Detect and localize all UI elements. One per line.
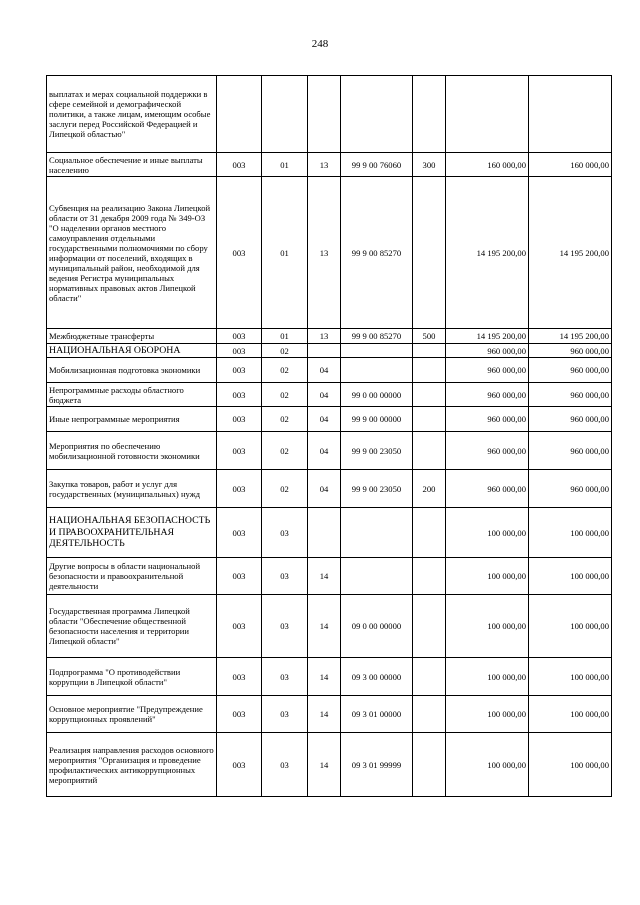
row-name-cell: Подпрограмма "О противодействии коррупции в Липецкой области" — [47, 658, 217, 696]
row-vr-cell — [413, 508, 446, 558]
row-vr-cell — [413, 358, 446, 383]
row-sum-year2-cell: 100 000,00 — [529, 558, 612, 595]
row-sum-year1-cell: 100 000,00 — [446, 658, 529, 696]
row-csr-cell: 99 0 00 00000 — [341, 383, 413, 407]
row-subsection-cell: 04 — [308, 383, 341, 407]
row-name-cell: НАЦИОНАЛЬНАЯ БЕЗОПАСНОСТЬ И ПРАВООХРАНИТЕЛЬНАЯ ДЕЯТЕЛЬНОСТЬ — [47, 508, 217, 558]
row-name-cell: выплатах и мерах социальной поддержки в сфере семейной и демографической политики, а также лицам, имеющим особые заслуги перед Российской Федерацией и Липецкой областью" — [47, 76, 217, 153]
table-row — [47, 153, 612, 177]
table-row — [47, 344, 612, 358]
row-section-cell — [262, 76, 308, 153]
row-sum-year1-cell: 14 195 200,00 — [446, 177, 529, 329]
row-sum-year1-cell: 960 000,00 — [446, 432, 529, 470]
budget-table — [46, 75, 612, 797]
row-csr-cell: 99 9 00 23050 — [341, 470, 413, 508]
row-subsection-cell — [308, 76, 341, 153]
table-row — [47, 329, 612, 344]
row-csr-cell: 09 0 00 00000 — [341, 595, 413, 658]
row-sum-year2-cell: 960 000,00 — [529, 407, 612, 432]
row-sum-year2-cell: 100 000,00 — [529, 696, 612, 733]
row-csr-cell: 99 9 00 85270 — [341, 177, 413, 329]
page-number: 248 — [311, 38, 329, 50]
row-csr-cell: 09 3 01 99999 — [341, 733, 413, 797]
row-sum-year1-cell: 100 000,00 — [446, 595, 529, 658]
row-sum-year1-cell — [446, 76, 529, 153]
row-name-cell: Реализация направления расходов основного мероприятия "Организация и проведение профилактических антикоррупционных мероприятий — [47, 733, 217, 797]
row-section-cell: 02 — [262, 358, 308, 383]
row-csr-cell: 09 3 00 00000 — [341, 658, 413, 696]
row-subsection-cell: 13 — [308, 153, 341, 177]
row-vr-cell: 300 — [413, 153, 446, 177]
row-name-cell: Межбюджетные трансферты — [47, 329, 217, 344]
row-vr-cell — [413, 344, 446, 358]
row-grbs-cell: 003 — [217, 658, 262, 696]
row-section-cell: 02 — [262, 432, 308, 470]
row-sum-year1-cell: 100 000,00 — [446, 508, 529, 558]
row-name-cell: Субвенция на реализацию Закона Липецкой области от 31 декабря 2009 года № 349-ОЗ "О наделении органов местного самоуправления отдельными государственными полномочиями по сбору информации от поселений, входящих в муниципальный район, необходимой для ведения Регистра муниципальных нормативных правовых актов Липецкой области" — [47, 177, 217, 329]
row-name-cell: Непрограммные расходы областного бюджета — [47, 383, 217, 407]
row-subsection-cell — [308, 508, 341, 558]
row-section-cell: 02 — [262, 344, 308, 358]
row-name-cell: Другие вопросы в области национальной безопасности и правоохранительной деятельности — [47, 558, 217, 595]
row-sum-year1-cell: 100 000,00 — [446, 696, 529, 733]
row-grbs-cell: 003 — [217, 383, 262, 407]
row-section-cell: 03 — [262, 558, 308, 595]
row-sum-year2-cell: 14 195 200,00 — [529, 177, 612, 329]
row-name-cell: Закупка товаров, работ и услуг для государственных (муниципальных) нужд — [47, 470, 217, 508]
row-grbs-cell: 003 — [217, 432, 262, 470]
row-name-cell: Иные непрограммные мероприятия — [47, 407, 217, 432]
row-sum-year2-cell — [529, 76, 612, 153]
row-sum-year2-cell: 100 000,00 — [529, 733, 612, 797]
table-row — [47, 558, 612, 595]
table-row — [47, 177, 612, 329]
row-sum-year2-cell: 960 000,00 — [529, 470, 612, 508]
row-name-cell: Мероприятия по обеспечению мобилизационной готовности экономики — [47, 432, 217, 470]
table-row — [47, 432, 612, 470]
row-csr-cell: 99 9 00 76060 — [341, 153, 413, 177]
table-row — [47, 358, 612, 383]
row-sum-year2-cell: 100 000,00 — [529, 595, 612, 658]
row-sum-year1-cell: 100 000,00 — [446, 558, 529, 595]
row-section-cell: 01 — [262, 153, 308, 177]
row-name-cell: Основное мероприятие "Предупреждение коррупционных проявлений" — [47, 696, 217, 733]
row-vr-cell — [413, 558, 446, 595]
row-sum-year2-cell: 14 195 200,00 — [529, 329, 612, 344]
row-sum-year2-cell: 960 000,00 — [529, 344, 612, 358]
row-grbs-cell: 003 — [217, 733, 262, 797]
row-subsection-cell: 13 — [308, 329, 341, 344]
row-csr-cell — [341, 76, 413, 153]
row-section-cell: 03 — [262, 696, 308, 733]
row-subsection-cell: 14 — [308, 595, 341, 658]
row-sum-year1-cell: 14 195 200,00 — [446, 329, 529, 344]
row-vr-cell: 200 — [413, 470, 446, 508]
row-grbs-cell: 003 — [217, 344, 262, 358]
row-subsection-cell: 13 — [308, 177, 341, 329]
row-sum-year2-cell: 160 000,00 — [529, 153, 612, 177]
row-subsection-cell: 14 — [308, 658, 341, 696]
row-csr-cell: 99 9 00 23050 — [341, 432, 413, 470]
table-row — [47, 383, 612, 407]
row-section-cell: 03 — [262, 508, 308, 558]
row-subsection-cell — [308, 344, 341, 358]
row-grbs-cell: 003 — [217, 595, 262, 658]
row-vr-cell — [413, 383, 446, 407]
row-csr-cell: 09 3 01 00000 — [341, 696, 413, 733]
row-csr-cell: 99 9 00 85270 — [341, 329, 413, 344]
row-csr-cell: 99 9 00 00000 — [341, 407, 413, 432]
row-sum-year2-cell: 100 000,00 — [529, 658, 612, 696]
row-section-cell: 03 — [262, 733, 308, 797]
table-row — [47, 470, 612, 508]
row-vr-cell — [413, 407, 446, 432]
row-grbs-cell: 003 — [217, 508, 262, 558]
row-vr-cell: 500 — [413, 329, 446, 344]
row-section-cell: 01 — [262, 329, 308, 344]
row-name-cell: Государственная программа Липецкой области "Обеспечение общественной безопасности населения и территории Липецкой области" — [47, 595, 217, 658]
row-sum-year2-cell: 960 000,00 — [529, 383, 612, 407]
row-sum-year2-cell: 960 000,00 — [529, 432, 612, 470]
row-vr-cell — [413, 658, 446, 696]
table-row — [47, 595, 612, 658]
row-name-cell: Мобилизационная подготовка экономики — [47, 358, 217, 383]
row-grbs-cell: 003 — [217, 696, 262, 733]
row-grbs-cell: 003 — [217, 470, 262, 508]
row-grbs-cell: 003 — [217, 358, 262, 383]
row-vr-cell — [413, 696, 446, 733]
row-sum-year1-cell: 100 000,00 — [446, 733, 529, 797]
row-subsection-cell: 14 — [308, 696, 341, 733]
row-vr-cell — [413, 595, 446, 658]
row-sum-year1-cell: 160 000,00 — [446, 153, 529, 177]
row-section-cell: 01 — [262, 177, 308, 329]
row-vr-cell — [413, 733, 446, 797]
row-subsection-cell: 14 — [308, 733, 341, 797]
row-grbs-cell — [217, 76, 262, 153]
row-vr-cell — [413, 432, 446, 470]
row-subsection-cell: 04 — [308, 470, 341, 508]
row-csr-cell — [341, 358, 413, 383]
row-sum-year2-cell: 100 000,00 — [529, 508, 612, 558]
row-sum-year1-cell: 960 000,00 — [446, 407, 529, 432]
row-grbs-cell: 003 — [217, 153, 262, 177]
row-subsection-cell: 04 — [308, 407, 341, 432]
table-row — [47, 658, 612, 696]
row-section-cell: 02 — [262, 407, 308, 432]
row-name-cell: НАЦИОНАЛЬНАЯ ОБОРОНА — [47, 344, 217, 358]
row-section-cell: 03 — [262, 595, 308, 658]
row-sum-year1-cell: 960 000,00 — [446, 344, 529, 358]
row-sum-year1-cell: 960 000,00 — [446, 358, 529, 383]
row-vr-cell — [413, 76, 446, 153]
row-sum-year1-cell: 960 000,00 — [446, 383, 529, 407]
row-grbs-cell: 003 — [217, 407, 262, 432]
row-name-cell: Социальное обеспечение и иные выплаты населению — [47, 153, 217, 177]
row-section-cell: 02 — [262, 470, 308, 508]
row-subsection-cell: 14 — [308, 558, 341, 595]
row-grbs-cell: 003 — [217, 177, 262, 329]
row-sum-year2-cell: 960 000,00 — [529, 358, 612, 383]
table-row — [47, 733, 612, 797]
row-csr-cell — [341, 344, 413, 358]
table-row — [47, 696, 612, 733]
row-csr-cell — [341, 508, 413, 558]
row-sum-year1-cell: 960 000,00 — [446, 470, 529, 508]
table-row — [47, 407, 612, 432]
budget-table-body — [47, 76, 612, 797]
row-section-cell: 03 — [262, 658, 308, 696]
table-row — [47, 508, 612, 558]
row-grbs-cell: 003 — [217, 329, 262, 344]
row-grbs-cell: 003 — [217, 558, 262, 595]
row-subsection-cell: 04 — [308, 358, 341, 383]
row-vr-cell — [413, 177, 446, 329]
table-row — [47, 76, 612, 153]
row-section-cell: 02 — [262, 383, 308, 407]
row-csr-cell — [341, 558, 413, 595]
row-subsection-cell: 04 — [308, 432, 341, 470]
